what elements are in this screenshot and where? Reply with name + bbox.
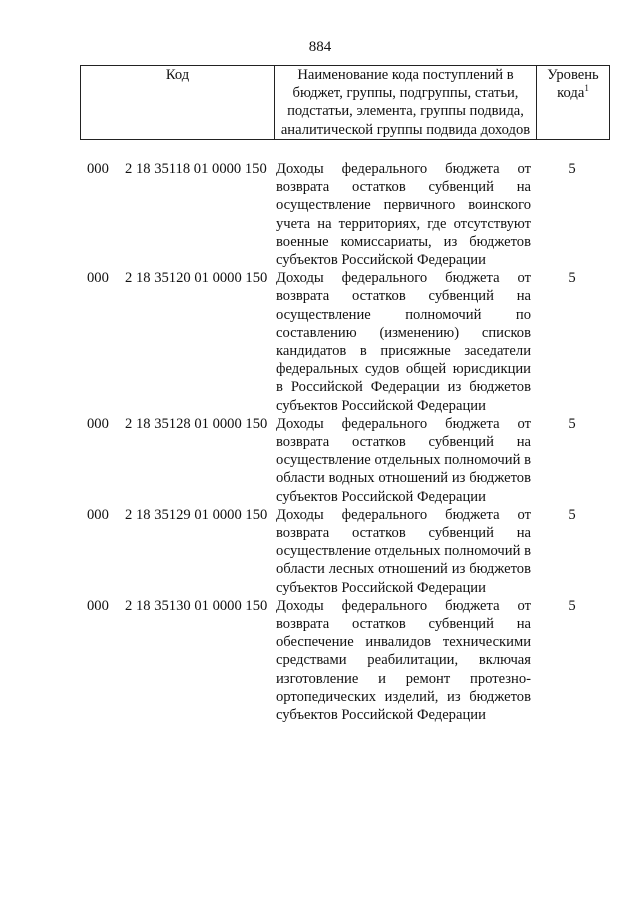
- row-prefix: 000: [87, 597, 109, 614]
- header-name-label: Наименование кода поступлений в бюджет, группы, подгруппы, статьи, подстатьи, элемента, группы подвида, аналитической группы подвида доходов: [280, 67, 531, 138]
- row-level: 5: [568, 161, 576, 177]
- row-level: 5: [568, 506, 576, 523]
- table-header: [80, 65, 610, 140]
- row-prefix: 000: [87, 506, 109, 523]
- header-code-label: Код: [165, 67, 190, 83]
- row-name: Доходы федерального бюджета от возврата остатков субвенций на обеспечение инвалидов техническими средствами реабилитации, включая изготовление и ремонт протезно-ортопедических изделий, из бюджетов субъектов Российской Федерации: [276, 597, 531, 724]
- header-level: [537, 66, 610, 140]
- row-code: 2 18 35130 01 0000 150: [125, 597, 268, 614]
- table-row: [80, 506, 610, 597]
- row-name: Доходы федерального бюджета от возврата остатков субвенций на осуществление отдельных полномочий в области водных отношений из бюджетов субъектов Российской Федерации: [276, 415, 531, 505]
- header-level-label: Уровень кода: [547, 67, 599, 102]
- row-code: 2 18 35120 01 0000 150: [125, 270, 268, 287]
- table-row: [80, 597, 610, 724]
- table-body: [80, 160, 610, 724]
- table-row: [80, 269, 610, 415]
- row-level: 5: [568, 270, 576, 287]
- header-name: [275, 66, 537, 140]
- page-number: 884: [308, 39, 332, 55]
- row-prefix: 000: [87, 161, 109, 177]
- row-level: 5: [568, 415, 576, 432]
- table-row: [80, 160, 610, 269]
- footnote-marker: 1: [584, 83, 589, 94]
- row-code: 2 18 35118 01 0000 150: [125, 161, 267, 177]
- row-prefix: 000: [87, 415, 109, 432]
- row-level: 5: [568, 597, 576, 614]
- row-name: Доходы федерального бюджета от возврата остатков субвенций на осуществление полномочий по составлению (изменению) списков кандидатов в присяжные заседатели федеральных судов общей юрисдикции в Российской Федерации из бюджетов субъектов Российской Федерации: [276, 270, 531, 414]
- row-name: Доходы федерального бюджета от возврата остатков субвенций на осуществление отдельных полномочий в области лесных отношений из бюджетов субъектов Российской Федерации: [276, 506, 531, 596]
- header-code: [81, 66, 275, 140]
- row-code: 2 18 35129 01 0000 150: [125, 506, 268, 523]
- row-code: 2 18 35128 01 0000 150: [125, 415, 268, 432]
- row-prefix: 000: [87, 270, 109, 287]
- table-row: [80, 415, 610, 506]
- row-name: Доходы федерального бюджета от возврата остатков субвенций на осуществление первичного воинского учета на территориях, где отсутствуют военные комиссариаты, из бюджетов субъектов Российской Федерации: [276, 161, 531, 269]
